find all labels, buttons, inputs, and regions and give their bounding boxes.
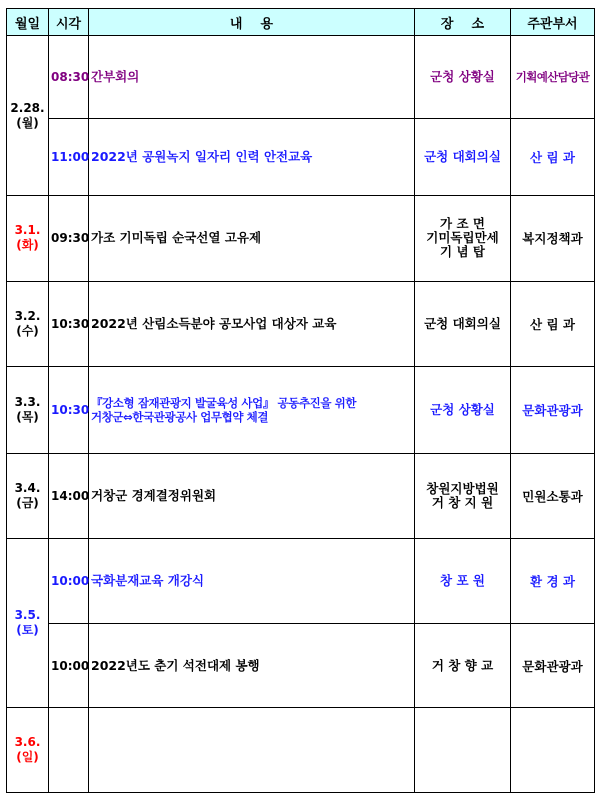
date: 2.28. xyxy=(10,100,45,115)
header-place: 장 소 xyxy=(415,9,511,36)
table-row xyxy=(7,36,595,119)
event-time: 14:00 xyxy=(49,453,89,539)
place-line: 거 창 지 원 xyxy=(431,495,494,510)
event-content: 국화분재교육 개강식 xyxy=(89,539,415,624)
event-place: 군청 상황실 xyxy=(415,367,511,454)
weekday: (금) xyxy=(16,496,39,510)
day-cell xyxy=(7,708,49,793)
event-time: 09:30 xyxy=(49,196,89,282)
table-row xyxy=(7,281,595,367)
weekday: (목) xyxy=(16,409,39,424)
day-cell xyxy=(7,539,49,708)
event-content: 2022년 산림소득분야 공모사업 대상자 교육 xyxy=(89,281,415,367)
date: 3.4. xyxy=(14,481,41,495)
table-row xyxy=(7,539,595,624)
event-time: 08:30 xyxy=(49,36,89,119)
header-day: 월일 xyxy=(7,9,49,36)
place-line: 기 념 탑 xyxy=(440,244,485,260)
date: 3.3. xyxy=(14,394,41,409)
header-dept: 주관부서 xyxy=(511,9,595,36)
event-place: 창 포 원 xyxy=(415,539,511,624)
event-content: 가조 기미독립 순국선열 고유제 xyxy=(89,196,415,282)
weekday: (수) xyxy=(16,323,39,338)
table-row xyxy=(7,623,595,708)
event-place xyxy=(415,196,511,282)
event-dept: 민원소통과 xyxy=(511,453,595,539)
event-place: 군청 상황실 xyxy=(415,36,511,119)
event-dept-empty xyxy=(511,708,595,793)
table-row xyxy=(7,196,595,282)
event-time: 10:30 xyxy=(49,281,89,367)
table-row xyxy=(7,367,595,454)
event-dept: 산 림 과 xyxy=(511,281,595,367)
content-line: 거창군⇔한국관광공사 업무협약 체결 xyxy=(91,409,269,424)
date: 3.1. xyxy=(14,223,41,238)
weekday: (월) xyxy=(16,115,39,130)
date: 3.5. xyxy=(14,608,41,623)
day-cell xyxy=(7,453,49,539)
weekday: (토) xyxy=(16,623,39,638)
weekday: (일) xyxy=(16,750,39,765)
event-place-empty xyxy=(415,708,511,793)
event-place xyxy=(415,453,511,539)
header-content: 내 용 xyxy=(89,9,415,36)
day-cell xyxy=(7,281,49,367)
event-place: 거 창 향 교 xyxy=(415,623,511,708)
place-line: 가 조 면 xyxy=(440,216,485,232)
event-dept: 기획예산담당관 xyxy=(511,36,595,119)
event-content: 간부회의 xyxy=(89,36,415,119)
date: 3.2. xyxy=(14,308,41,323)
header-time: 시각 xyxy=(49,9,89,36)
event-dept: 문화관광과 xyxy=(511,367,595,454)
event-dept: 문화관광과 xyxy=(511,623,595,708)
event-content xyxy=(89,367,415,454)
table-row xyxy=(7,453,595,539)
event-time: 10:00 xyxy=(49,623,89,708)
event-time: 10:30 xyxy=(49,367,89,454)
place-line: 기미독립만세 xyxy=(426,230,499,246)
content-line: 『강소형 잠재관광지 발굴육성 사업』 공동추진을 위한 xyxy=(91,395,357,410)
place-line: 창원지방법원 xyxy=(426,481,499,496)
weekday: (화) xyxy=(16,238,39,253)
schedule-table xyxy=(6,8,595,793)
event-content: 거창군 경계결정위원회 xyxy=(89,453,415,539)
event-time: 10:00 xyxy=(49,539,89,624)
event-content: 2022년도 춘기 석전대제 봉행 xyxy=(89,623,415,708)
event-dept: 복지정책과 xyxy=(511,196,595,282)
date: 3.6. xyxy=(14,735,41,750)
event-content: 2022년 공원녹지 일자리 인력 안전교육 xyxy=(89,118,415,196)
day-cell xyxy=(7,36,49,196)
event-dept: 산 림 과 xyxy=(511,118,595,196)
event-place: 군청 대회의실 xyxy=(415,281,511,367)
event-dept: 환 경 과 xyxy=(511,539,595,624)
day-cell xyxy=(7,196,49,282)
event-place: 군청 대회의실 xyxy=(415,118,511,196)
day-cell xyxy=(7,367,49,454)
event-time-empty xyxy=(49,708,89,793)
table-row xyxy=(7,118,595,196)
header-row xyxy=(7,9,595,36)
table-row xyxy=(7,708,595,793)
event-content-empty xyxy=(89,708,415,793)
event-time: 11:00 xyxy=(49,118,89,196)
